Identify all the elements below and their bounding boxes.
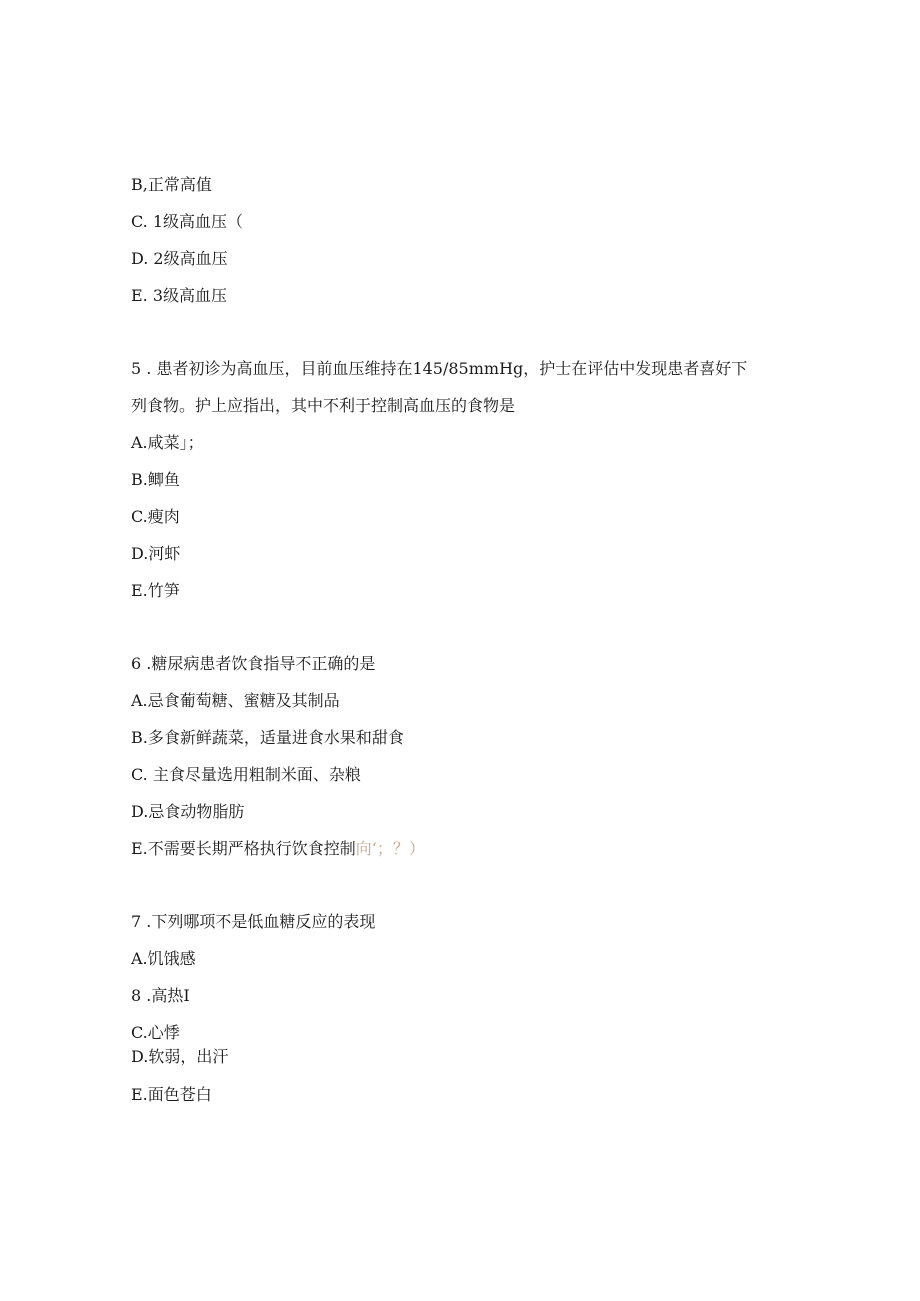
q6-option-e-line: [131, 839, 425, 859]
q4-option-d: D. 2级高血压: [131, 249, 228, 268]
q6-option-e: E.不需要长期严格执行饮食控制: [131, 839, 356, 858]
q5-option-e: E.竹笋: [131, 581, 180, 600]
q7-option-b: 8 .高热I: [131, 986, 190, 1005]
q6-stem: 6 .糖尿病患者饮食指导不正确的是: [131, 654, 376, 673]
q6-option-e-faint-marks: 向‘；？）: [355, 839, 425, 858]
q7-option-e: E.面色苍白: [131, 1085, 212, 1104]
q7-stem: 7 .下列哪项不是低血糖反应的表现: [131, 912, 376, 931]
q5-stem-line2: 列食物。护上应指出，其中不利于控制高血压的食物是: [131, 396, 516, 415]
q5-option-b: B.鲫鱼: [131, 470, 180, 489]
q6-option-c: C. 主食尽量选用粗制米面、杂粮: [131, 765, 361, 784]
q4-option-c: C. 1级高血压（: [131, 212, 244, 231]
q5-option-a: A.咸菜」；: [131, 433, 204, 452]
q5-option-c: C.瘦肉: [131, 507, 180, 526]
q4-option-e: E. 3级高血压: [131, 286, 228, 305]
q6-option-d: D.忌食动物脂肪: [131, 802, 245, 821]
q4-option-b: B,正常高值: [131, 175, 212, 194]
q5-option-d: D.河虾: [131, 544, 181, 563]
q5-stem-line1: 5 . 患者初诊为高血压，目前血压维持在145/85mmHg，护士在评估中发现患者喜好下: [131, 359, 748, 378]
q7-option-a: A.饥饿感: [131, 949, 196, 968]
q6-option-a: A.忌食葡萄糖、蜜糖及其制品: [131, 691, 340, 710]
q7-option-c: C.心悸: [131, 1023, 180, 1042]
q6-option-b: B.多食新鲜蔬菜，适量进食水果和甜食: [131, 728, 404, 747]
q7-option-d: D.软弱，出汗: [131, 1047, 229, 1066]
